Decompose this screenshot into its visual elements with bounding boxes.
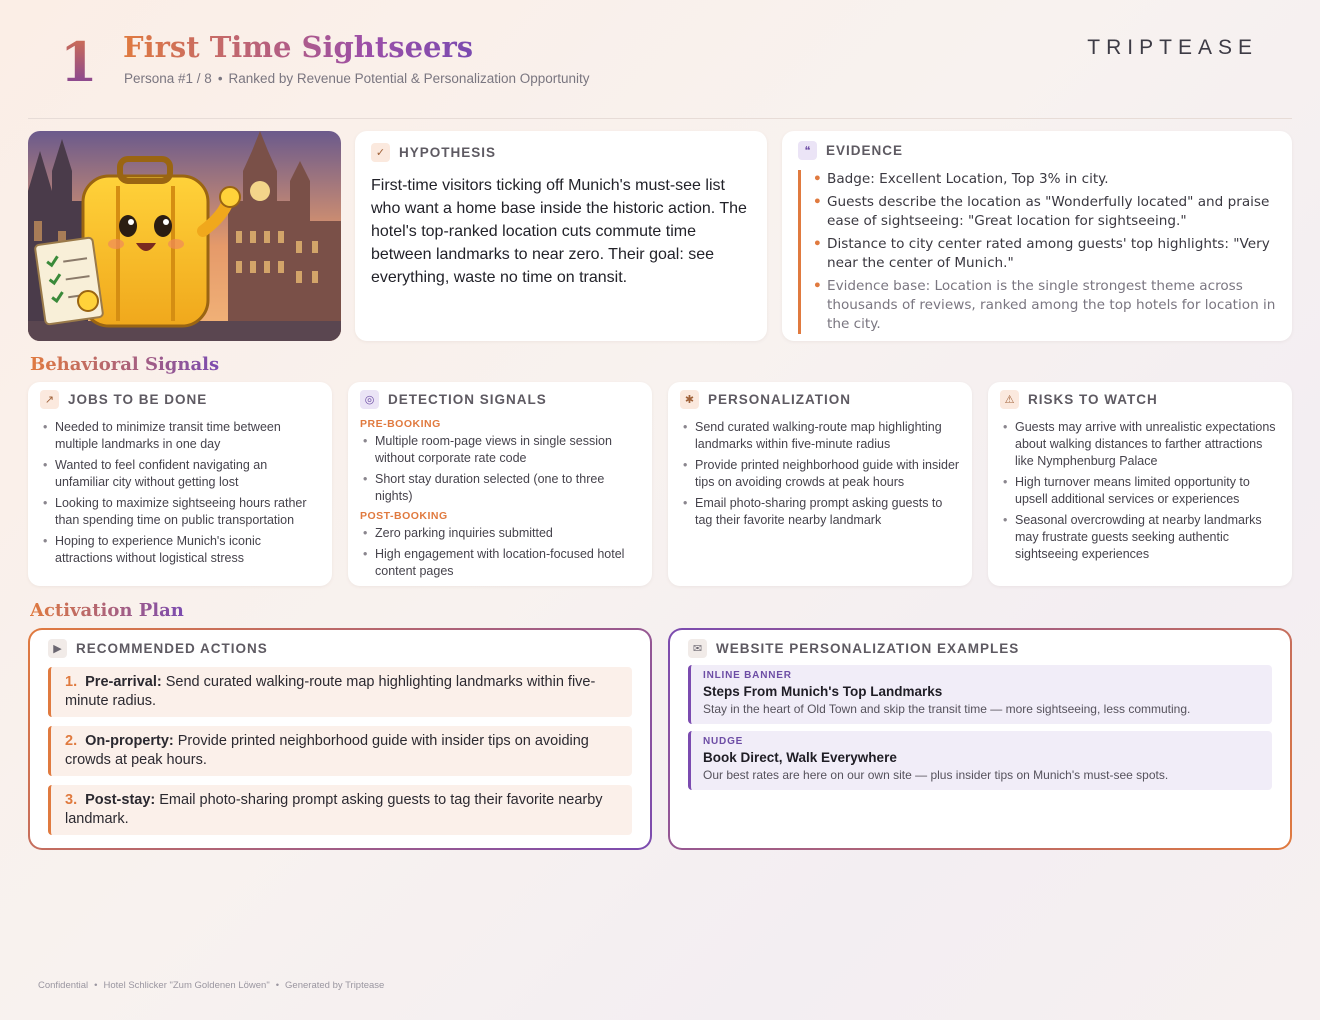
website-personalization-card bbox=[668, 628, 1292, 850]
website-example bbox=[688, 665, 1272, 724]
detection-label: DETECTION SIGNALS bbox=[388, 392, 547, 407]
list-item: • Hoping to experience Munich's iconic attractions without logistical stress bbox=[40, 533, 320, 567]
list-item: • Zero parking inquiries submitted bbox=[360, 525, 640, 542]
page-footer bbox=[38, 980, 384, 991]
play-icon: ▶ bbox=[48, 639, 67, 658]
list-item: • High turnover means limited opportunity to upsell additional services or experiences bbox=[1000, 474, 1280, 508]
recommended-actions-card bbox=[28, 628, 652, 850]
risks-header bbox=[1000, 390, 1280, 409]
persona-rank: 1 bbox=[60, 30, 98, 94]
separator-dot: • bbox=[275, 980, 280, 991]
list-item: • Seasonal overcrowding at nearby landmarks may frustrate guests seeking authentic sightseeing experiences bbox=[1000, 512, 1280, 563]
example-kind: NUDGE bbox=[703, 736, 744, 747]
actions-label: RECOMMENDED ACTIONS bbox=[76, 641, 268, 656]
jobs-to-be-done-card bbox=[28, 382, 332, 586]
website-example bbox=[688, 731, 1272, 790]
page-header bbox=[0, 0, 1320, 120]
action-text: Send curated walking-route map highlighting landmarks within five-minute radius. bbox=[65, 674, 596, 709]
example-headline: Steps From Munich's Top Landmarks bbox=[703, 684, 943, 699]
evidence-body bbox=[798, 170, 1276, 334]
evidence-header bbox=[798, 141, 1276, 160]
separator-dot: • bbox=[94, 980, 98, 991]
list-item: • Provide printed neighborhood guide with insider tips on avoiding crowds at peak hours bbox=[680, 457, 960, 491]
evidence-item: • Evidence base: Location is the single strongest theme across thousands of reviews, ranked among the top hotels for location in the city. bbox=[813, 277, 1276, 334]
personalization-list bbox=[680, 419, 960, 529]
separator-dot: • bbox=[217, 71, 223, 86]
hypothesis-label: HYPOTHESIS bbox=[399, 145, 497, 160]
sparkle-icon: ✱ bbox=[680, 390, 699, 409]
action-number: 1. bbox=[65, 674, 78, 690]
action-phase: Post-stay: bbox=[85, 792, 156, 808]
action-text: Email photo-sharing prompt asking guests to tag their favorite nearby landmark. bbox=[65, 792, 603, 827]
hero-illustration bbox=[28, 131, 341, 341]
evidence-item: • Badge: Excellent Location, Top 3% in city. bbox=[813, 170, 1276, 189]
evidence-label: EVIDENCE bbox=[826, 143, 904, 158]
evidence-item: • Guests describe the location as "Wonderfully located" and praise ease of sightseeing: "Great location for sightseeing." bbox=[813, 193, 1276, 231]
list-item: • Wanted to feel confident navigating an unfamiliar city without getting lost bbox=[40, 457, 320, 491]
footer-hotel: Hotel Schlicker "Zum Goldenen Löwen" bbox=[103, 980, 270, 991]
footer-generated: Generated by Triptease bbox=[285, 980, 385, 991]
hypothesis-header bbox=[371, 143, 751, 162]
list-item: • Needed to minimize transit time between multiple landmarks in one day bbox=[40, 419, 320, 453]
post-booking-label: POST-BOOKING bbox=[360, 510, 448, 522]
jobs-label: JOBS TO BE DONE bbox=[68, 392, 208, 407]
action-text: Provide printed neighborhood guide with insider tips on avoiding crowds at peak hours. bbox=[65, 733, 589, 768]
evidence-card bbox=[782, 131, 1292, 341]
header-divider bbox=[28, 118, 1292, 119]
list-item: • Guests may arrive with unrealistic expectations about walking distances to farther attractions like Nymphenburg Palace bbox=[1000, 419, 1280, 470]
recommended-actions-inner bbox=[30, 630, 650, 848]
evidence-item: • Distance to city center rated among guests' top highlights: "Very near the center of Munich." bbox=[813, 235, 1276, 273]
list-item: • Looking to maximize sightseeing hours rather than spending time on public transportation bbox=[40, 495, 320, 529]
footer-confidential: Confidential bbox=[38, 980, 89, 991]
list-item: • High engagement with location-focused hotel content pages bbox=[360, 546, 640, 580]
check-icon: ✓ bbox=[371, 143, 390, 162]
list-item: • Multiple room-page views in single session without corporate rate code bbox=[360, 433, 640, 467]
pre-booking-label: PRE-BOOKING bbox=[360, 418, 441, 430]
brand-logo: TRIPTEASE bbox=[1087, 36, 1258, 59]
list-item: • Send curated walking-route map highlighting landmarks within five-minute radius bbox=[680, 419, 960, 453]
pre-booking-list bbox=[360, 433, 640, 505]
personalization-header bbox=[680, 390, 960, 409]
ranking-note: Ranked by Revenue Potential & Personalization Opportunity bbox=[228, 71, 590, 86]
post-booking-list bbox=[360, 525, 640, 580]
jobs-header bbox=[40, 390, 320, 409]
example-headline: Book Direct, Walk Everywhere bbox=[703, 750, 897, 765]
website-label: WEBSITE PERSONALIZATION EXAMPLES bbox=[716, 641, 1020, 656]
personalization-label: PERSONALIZATION bbox=[708, 392, 851, 407]
website-header bbox=[688, 639, 1272, 658]
detection-header bbox=[360, 390, 640, 409]
actions-header bbox=[48, 639, 632, 658]
jobs-list bbox=[40, 419, 320, 567]
target-icon: ◎ bbox=[360, 390, 379, 409]
action-number: 3. bbox=[65, 792, 78, 808]
personalization-card bbox=[668, 382, 972, 586]
action-item bbox=[48, 667, 632, 717]
quote-icon: ❝ bbox=[798, 141, 817, 160]
website-personalization-inner bbox=[670, 630, 1290, 848]
risks-card bbox=[988, 382, 1292, 586]
evidence-list bbox=[813, 170, 1276, 334]
action-phase: Pre-arrival: bbox=[85, 674, 162, 690]
persona-label: Persona #1 / 8 bbox=[124, 71, 212, 86]
hypothesis-card bbox=[355, 131, 767, 341]
example-copy: Stay in the heart of Old Town and skip the transit time — more sightseeing, less commuting. bbox=[703, 702, 1191, 716]
suitcase-mascot-image bbox=[28, 131, 341, 341]
action-number: 2. bbox=[65, 733, 78, 749]
page-subtitle bbox=[124, 71, 590, 86]
arrow-up-right-icon: ↗ bbox=[40, 390, 59, 409]
hypothesis-text: First-time visitors ticking off Munich's must-see list who want a home base inside the historic action. The hotel's top-ranked location cuts commute time between landmarks to near zero. Their goal: see everything, waste no time on transit. bbox=[371, 177, 747, 286]
list-item: • Short stay duration selected (one to three nights) bbox=[360, 471, 640, 505]
example-kind: INLINE BANNER bbox=[703, 670, 792, 681]
page-title: First Time Sightseers bbox=[123, 30, 474, 64]
detection-signals-card bbox=[348, 382, 652, 586]
action-item bbox=[48, 726, 632, 776]
activation-plan-title: Activation Plan bbox=[30, 600, 184, 621]
action-item bbox=[48, 785, 632, 835]
mail-icon: ✉ bbox=[688, 639, 707, 658]
warning-icon: ⚠ bbox=[1000, 390, 1019, 409]
risks-label: RISKS TO WATCH bbox=[1028, 392, 1158, 407]
risks-list bbox=[1000, 419, 1280, 563]
behavioral-signals-title: Behavioral Signals bbox=[30, 354, 220, 375]
example-copy: Our best rates are here on our own site — plus insider tips on Munich's must-see spots. bbox=[703, 768, 1169, 782]
action-phase: On-property: bbox=[85, 733, 174, 749]
list-item: • Email photo-sharing prompt asking guests to tag their favorite nearby landmark bbox=[680, 495, 960, 529]
